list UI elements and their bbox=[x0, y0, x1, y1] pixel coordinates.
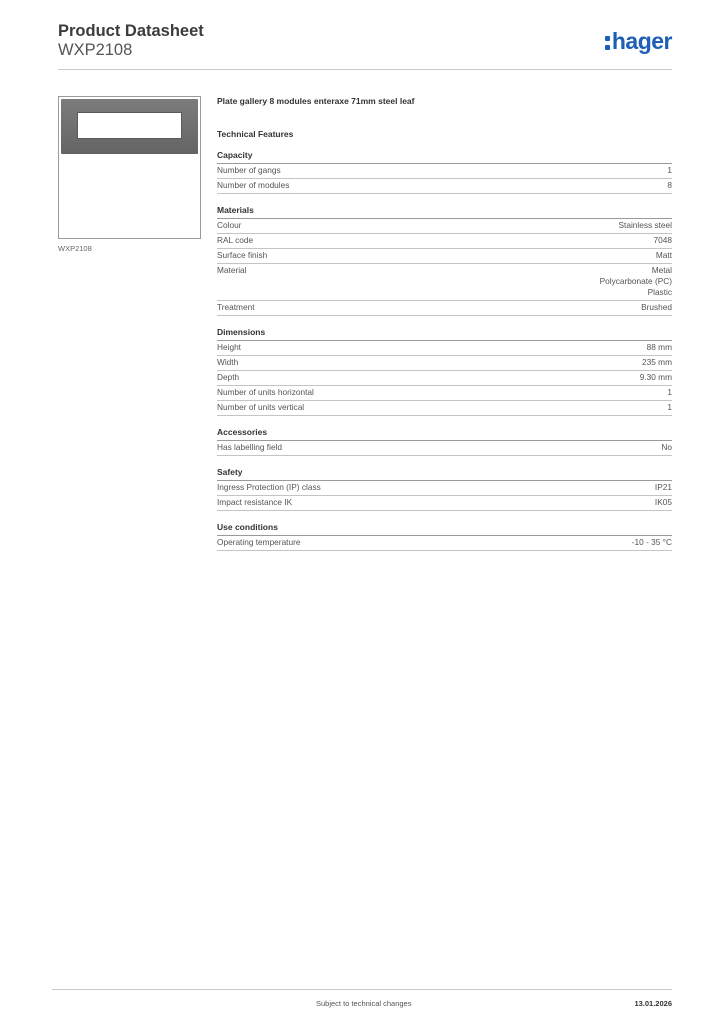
feature-row bbox=[217, 386, 672, 401]
feature-section bbox=[217, 427, 672, 456]
cover-plate-icon bbox=[61, 99, 198, 154]
feature-values bbox=[667, 165, 672, 176]
feature-label: Operating temperature bbox=[217, 537, 301, 547]
feature-label: Number of gangs bbox=[217, 165, 281, 175]
feature-row bbox=[217, 249, 672, 264]
feature-value: IP21 bbox=[654, 482, 672, 492]
product-image bbox=[58, 96, 201, 239]
section-title: Accessories bbox=[217, 427, 672, 441]
feature-values bbox=[655, 482, 672, 493]
hager-logo bbox=[605, 28, 672, 54]
feature-value: Matt bbox=[655, 250, 672, 260]
section-title: Dimensions bbox=[217, 327, 672, 341]
feature-value: Stainless steel bbox=[618, 220, 672, 230]
feature-label: Impact resistance IK bbox=[217, 497, 293, 507]
feature-values bbox=[655, 497, 672, 508]
feature-value: Polycarbonate (PC) bbox=[599, 276, 672, 286]
feature-values bbox=[632, 537, 672, 548]
feature-values bbox=[667, 180, 672, 191]
feature-label: Material bbox=[217, 265, 247, 275]
product-description: Plate gallery 8 modules enteraxe 71mm steel leaf bbox=[217, 96, 415, 106]
feature-label: Ingress Protection (IP) class bbox=[217, 482, 321, 492]
footer-note: Subject to technical changes bbox=[316, 999, 412, 1008]
section-title: Use conditions bbox=[217, 522, 672, 536]
feature-row bbox=[217, 341, 672, 356]
feature-value: 9.30 mm bbox=[639, 372, 672, 382]
feature-row bbox=[217, 481, 672, 496]
feature-value: No bbox=[661, 442, 672, 452]
feature-value: IK05 bbox=[654, 497, 672, 507]
feature-label: Depth bbox=[217, 372, 240, 382]
feature-value: 1 bbox=[667, 387, 672, 397]
logo-dots-icon bbox=[605, 36, 610, 50]
feature-value: Metal bbox=[651, 265, 672, 275]
section-title: Safety bbox=[217, 467, 672, 481]
feature-section bbox=[217, 150, 672, 194]
feature-values bbox=[647, 342, 672, 353]
feature-value: -10 - 35 °C bbox=[631, 537, 672, 547]
feature-section bbox=[217, 467, 672, 511]
section-title: Capacity bbox=[217, 150, 672, 164]
feature-row bbox=[217, 234, 672, 249]
feature-label: Height bbox=[217, 342, 241, 352]
feature-label: Number of units horizontal bbox=[217, 387, 314, 397]
feature-label: Number of units vertical bbox=[217, 402, 305, 412]
document-title: Product Datasheet bbox=[58, 22, 204, 40]
page-header bbox=[58, 22, 672, 70]
feature-row bbox=[217, 179, 672, 194]
feature-row bbox=[217, 164, 672, 179]
feature-row bbox=[217, 356, 672, 371]
feature-row bbox=[217, 264, 672, 301]
feature-value: Brushed bbox=[641, 302, 672, 312]
feature-value: 1 bbox=[667, 402, 672, 412]
feature-row bbox=[217, 441, 672, 456]
feature-section bbox=[217, 522, 672, 551]
feature-value: 8 bbox=[667, 180, 672, 190]
feature-label: Width bbox=[217, 357, 239, 367]
page-footer bbox=[52, 989, 672, 1008]
image-caption: WXP2108 bbox=[58, 244, 92, 253]
feature-section bbox=[217, 205, 672, 316]
product-code: WXP2108 bbox=[58, 41, 133, 59]
feature-row bbox=[217, 219, 672, 234]
feature-row bbox=[217, 536, 672, 551]
feature-values bbox=[642, 357, 672, 368]
footer-date: 13.01.2026 bbox=[634, 999, 672, 1008]
feature-values bbox=[654, 235, 672, 246]
feature-label: Colour bbox=[217, 220, 242, 230]
plate-window bbox=[77, 112, 182, 139]
feature-row bbox=[217, 371, 672, 386]
feature-label: Treatment bbox=[217, 302, 255, 312]
feature-label: Has labelling field bbox=[217, 442, 283, 452]
feature-values bbox=[640, 372, 672, 383]
section-title: Materials bbox=[217, 205, 672, 219]
feature-values bbox=[619, 220, 673, 231]
feature-row bbox=[217, 496, 672, 511]
feature-section bbox=[217, 327, 672, 416]
feature-value: 235 mm bbox=[642, 357, 672, 367]
feature-values bbox=[600, 265, 672, 298]
feature-values bbox=[667, 387, 672, 398]
feature-label: RAL code bbox=[217, 235, 254, 245]
feature-values bbox=[641, 302, 672, 313]
logo-text: hager bbox=[611, 28, 672, 54]
technical-features-title: Technical Features bbox=[217, 129, 294, 139]
feature-value: Plastic bbox=[647, 287, 672, 297]
feature-value: 1 bbox=[667, 165, 672, 175]
feature-values bbox=[667, 402, 672, 413]
feature-row bbox=[217, 301, 672, 316]
feature-values bbox=[656, 250, 672, 261]
feature-sections bbox=[217, 150, 672, 551]
feature-label: Number of modules bbox=[217, 180, 290, 190]
datasheet-content bbox=[217, 96, 672, 551]
feature-values bbox=[661, 442, 672, 453]
feature-row bbox=[217, 401, 672, 416]
feature-value: 7048 bbox=[653, 235, 672, 245]
feature-label: Surface finish bbox=[217, 250, 268, 260]
feature-value: 88 mm bbox=[646, 342, 672, 352]
